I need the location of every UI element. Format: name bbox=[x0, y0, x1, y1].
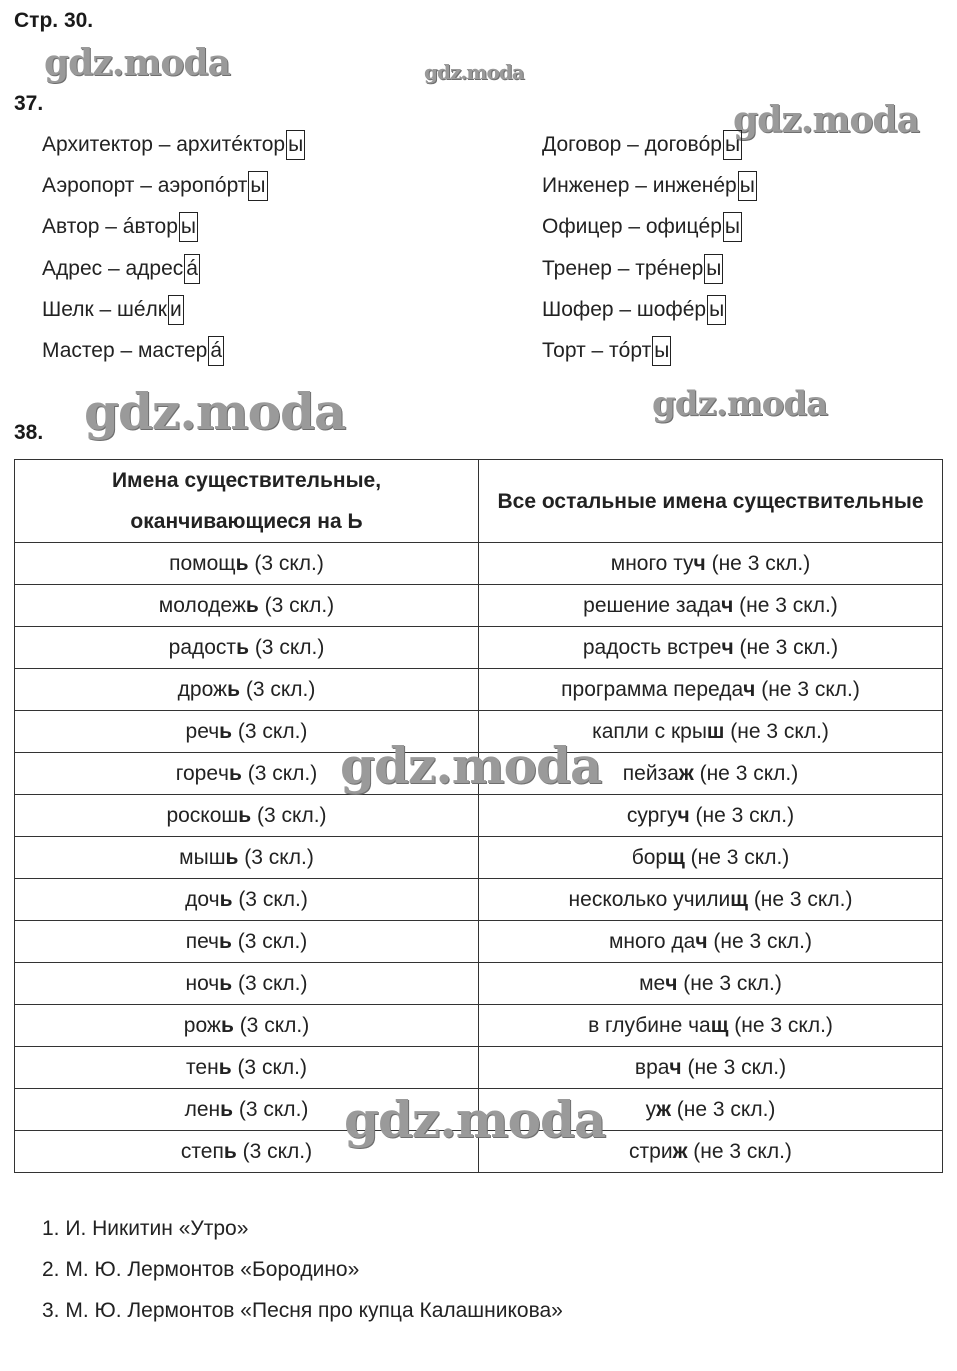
declension-note: (3 скл.) bbox=[236, 1139, 313, 1163]
table-row bbox=[15, 1047, 943, 1089]
noun-ending: щ bbox=[710, 1013, 729, 1037]
noun-stem: помощ bbox=[169, 551, 236, 575]
ending-box: á bbox=[208, 336, 224, 366]
noun-ending: ь bbox=[223, 1139, 237, 1163]
noun-stem: радост bbox=[168, 635, 237, 659]
ending-box: и bbox=[168, 295, 184, 325]
note-1: 1. И. Никитин «Утро» bbox=[42, 1217, 249, 1240]
noun-stem: стри bbox=[629, 1139, 673, 1163]
table-row bbox=[15, 921, 943, 963]
word-pair-text: Автор – áвтор bbox=[42, 215, 178, 238]
declension-note: (3 скл.) bbox=[232, 887, 308, 911]
watermark: gdz.moda bbox=[424, 60, 524, 84]
cell-other-noun bbox=[479, 669, 943, 711]
noun-ending: ь bbox=[220, 1013, 234, 1037]
declension-note: (3 скл.) bbox=[232, 971, 308, 995]
noun-stem: сургу bbox=[626, 803, 678, 827]
table-row bbox=[15, 795, 943, 837]
word-pair-text: Договор – договóр bbox=[542, 133, 722, 156]
table-row bbox=[15, 585, 943, 627]
noun-table bbox=[14, 459, 943, 1173]
noun-ending: ь bbox=[219, 719, 233, 743]
word-pair-text: Шофер – шофéр bbox=[542, 298, 707, 321]
column-header-soft-sign: Имена существительные, оканчивающиеся на Ь bbox=[15, 460, 479, 543]
noun-ending: ь bbox=[245, 593, 259, 617]
word-pair bbox=[542, 171, 757, 201]
noun-ending: ь bbox=[236, 635, 249, 659]
cell-soft-sign-noun bbox=[15, 837, 479, 879]
noun-stem: пейза bbox=[622, 761, 679, 785]
noun-stem: тен bbox=[186, 1055, 219, 1079]
table-row bbox=[15, 543, 943, 585]
declension-note: (3 скл.) bbox=[241, 761, 318, 785]
declension-note: (не 3 скл.) bbox=[677, 971, 782, 995]
ending-box: ы bbox=[723, 130, 742, 160]
declension-note: (3 скл.) bbox=[233, 1013, 310, 1037]
noun-stem: много да bbox=[608, 929, 696, 953]
word-pair bbox=[42, 212, 198, 242]
table-row bbox=[15, 963, 943, 1005]
declension-note: (не 3 скл.) bbox=[687, 1139, 792, 1163]
noun-stem: у bbox=[645, 1097, 657, 1121]
noun-stem: ме bbox=[639, 971, 666, 995]
ending-box: ы bbox=[707, 295, 726, 325]
noun-stem: несколько учили bbox=[568, 887, 731, 911]
noun-stem: капли с кры bbox=[592, 719, 707, 743]
word-pair-text: Аэропорт – аэропóрт bbox=[42, 174, 248, 197]
cell-soft-sign-noun bbox=[15, 1047, 479, 1089]
noun-ending: ч bbox=[677, 803, 690, 827]
noun-stem: лен bbox=[184, 1097, 221, 1121]
watermark: gdz.moda bbox=[44, 42, 230, 84]
declension-note: (не 3 скл.) bbox=[681, 1055, 787, 1079]
ending-box: ы bbox=[652, 336, 671, 366]
noun-stem: горeч bbox=[175, 761, 229, 785]
ending-box: á bbox=[184, 254, 200, 284]
declension-note: (не 3 скл.) bbox=[705, 551, 811, 575]
noun-stem: печ bbox=[185, 929, 219, 953]
note-2: 2. М. Ю. Лермонтов «Бородино» bbox=[42, 1258, 360, 1281]
noun-ending: ь bbox=[220, 1097, 234, 1121]
watermark: gdz.moda bbox=[84, 382, 346, 441]
cell-soft-sign-noun bbox=[15, 795, 479, 837]
noun-stem: реч bbox=[185, 719, 220, 743]
noun-ending: ь bbox=[225, 845, 239, 869]
noun-ending: ч bbox=[721, 593, 734, 617]
watermark: gdz.moda bbox=[344, 1090, 606, 1149]
cell-other-noun bbox=[479, 879, 943, 921]
table-row bbox=[15, 1005, 943, 1047]
ending-box: ы bbox=[704, 254, 723, 284]
word-pair-text: Мастер – мастер bbox=[42, 339, 208, 362]
noun-ending: ч bbox=[665, 971, 678, 995]
declension-note: (3 скл.) bbox=[233, 1097, 309, 1121]
table-row bbox=[15, 879, 943, 921]
noun-stem: дрож bbox=[177, 677, 228, 701]
declension-note: (3 скл.) bbox=[258, 593, 335, 617]
noun-stem: ноч bbox=[185, 971, 220, 995]
noun-ending: ж bbox=[678, 761, 694, 785]
noun-ending: щ bbox=[730, 887, 748, 911]
declension-note: (не 3 скл.) bbox=[733, 635, 839, 659]
cell-other-noun bbox=[479, 963, 943, 1005]
noun-ending: ь bbox=[235, 551, 249, 575]
declension-note: (не 3 скл.) bbox=[693, 761, 799, 785]
noun-stem: доч bbox=[185, 887, 220, 911]
noun-ending: ь bbox=[219, 929, 232, 953]
table-row bbox=[15, 669, 943, 711]
ending-box: ы bbox=[179, 212, 198, 242]
cell-other-noun bbox=[479, 1047, 943, 1089]
word-pair bbox=[542, 295, 726, 325]
word-pair-text: Адрес – адрес bbox=[42, 257, 184, 280]
declension-note: (3 скл.) bbox=[248, 635, 325, 659]
cell-soft-sign-noun bbox=[15, 921, 479, 963]
ending-box: ы bbox=[286, 130, 305, 160]
declension-note: (3 скл.) bbox=[232, 719, 308, 743]
table-header-row bbox=[15, 460, 943, 543]
noun-ending: щ bbox=[667, 845, 685, 869]
page-label: Стр. 30. bbox=[14, 9, 94, 32]
word-pair bbox=[42, 295, 184, 325]
noun-stem: бор bbox=[631, 845, 668, 869]
noun-stem: степ bbox=[180, 1139, 224, 1163]
ending-box: ы bbox=[248, 171, 267, 201]
word-pair bbox=[42, 130, 305, 160]
noun-ending: ч bbox=[743, 677, 756, 701]
cell-soft-sign-noun bbox=[15, 585, 479, 627]
column-header-other: Все остальные имена существительные bbox=[479, 460, 943, 543]
word-pair-text: Тренер – трéнер bbox=[542, 257, 704, 280]
table-row bbox=[15, 837, 943, 879]
noun-ending: ь bbox=[219, 971, 233, 995]
noun-stem: мыш bbox=[179, 845, 226, 869]
cell-other-noun bbox=[479, 627, 943, 669]
cell-soft-sign-noun bbox=[15, 1005, 479, 1047]
word-pair bbox=[542, 130, 742, 160]
ending-box: ы bbox=[738, 171, 757, 201]
exercise-38-number: 38. bbox=[14, 421, 44, 444]
declension-note: (3 скл.) bbox=[231, 1055, 307, 1079]
noun-stem: молодеж bbox=[158, 593, 246, 617]
noun-stem: решение зада bbox=[583, 593, 722, 617]
declension-note: (не 3 скл.) bbox=[733, 593, 838, 617]
word-pair-text: Инженер – инженéр bbox=[542, 174, 737, 197]
noun-ending: ь bbox=[227, 677, 240, 701]
word-pair-text: Архитектор – архитéктор bbox=[42, 133, 286, 156]
noun-ending: ч bbox=[695, 929, 708, 953]
word-pair-text: Торт – тóрт bbox=[542, 339, 652, 362]
noun-stem: много ту bbox=[610, 551, 694, 575]
cell-other-noun bbox=[479, 795, 943, 837]
noun-stem: вра bbox=[634, 1055, 670, 1079]
watermark: gdz.moda bbox=[340, 736, 602, 795]
table-row bbox=[15, 627, 943, 669]
note-3: 3. М. Ю. Лермонтов «Песня про купца Калашникова» bbox=[42, 1299, 563, 1322]
word-pair bbox=[42, 171, 268, 201]
declension-note: (3 скл.) bbox=[251, 803, 327, 827]
noun-ending: ш bbox=[706, 719, 725, 743]
word-pair bbox=[42, 336, 224, 366]
noun-ending: ж bbox=[672, 1139, 688, 1163]
noun-ending: ь bbox=[228, 761, 242, 785]
cell-other-noun bbox=[479, 837, 943, 879]
noun-ending: ч bbox=[693, 551, 706, 575]
declension-note: (не 3 скл.) bbox=[707, 929, 813, 953]
exercise-37-number: 37. bbox=[14, 92, 44, 115]
noun-ending: ь bbox=[238, 803, 252, 827]
declension-note: (3 скл.) bbox=[238, 845, 314, 869]
declension-note: (не 3 скл.) bbox=[724, 719, 829, 743]
watermark: gdz.moda bbox=[652, 384, 828, 424]
declension-note: (не 3 скл.) bbox=[755, 677, 860, 701]
declension-note: (не 3 скл.) bbox=[747, 887, 853, 911]
noun-ending: ч bbox=[721, 635, 734, 659]
cell-other-noun bbox=[479, 921, 943, 963]
noun-stem: в глубине ча bbox=[588, 1013, 711, 1037]
noun-stem: роскош bbox=[166, 803, 239, 827]
cell-other-noun bbox=[479, 585, 943, 627]
declension-note: (3 скл.) bbox=[248, 551, 324, 575]
word-pair bbox=[542, 212, 742, 242]
noun-ending: ь bbox=[219, 887, 233, 911]
noun-stem: программа переда bbox=[561, 677, 744, 701]
word-pair bbox=[542, 254, 723, 284]
watermark: gdz.moda bbox=[733, 99, 919, 141]
noun-ending: ж bbox=[656, 1097, 671, 1121]
cell-other-noun bbox=[479, 543, 943, 585]
ending-box: ы bbox=[723, 212, 742, 242]
noun-ending: ч bbox=[669, 1055, 682, 1079]
declension-note: (3 скл.) bbox=[231, 929, 308, 953]
cell-other-noun bbox=[479, 1005, 943, 1047]
word-pair-text: Офицер – офицéр bbox=[542, 215, 722, 238]
declension-note: (не 3 скл.) bbox=[670, 1097, 776, 1121]
noun-stem: радость встре bbox=[582, 635, 722, 659]
noun-ending: ь bbox=[218, 1055, 232, 1079]
word-pair bbox=[42, 254, 200, 284]
declension-note: (3 скл.) bbox=[240, 677, 316, 701]
cell-soft-sign-noun bbox=[15, 669, 479, 711]
cell-soft-sign-noun bbox=[15, 543, 479, 585]
declension-note: (не 3 скл.) bbox=[684, 845, 790, 869]
declension-note: (не 3 скл.) bbox=[728, 1013, 833, 1037]
word-pair bbox=[542, 336, 671, 366]
declension-note: (не 3 скл.) bbox=[689, 803, 795, 827]
noun-stem: рож bbox=[183, 1013, 221, 1037]
cell-soft-sign-noun bbox=[15, 879, 479, 921]
cell-soft-sign-noun bbox=[15, 627, 479, 669]
word-pair-text: Шелк – шéлк bbox=[42, 298, 167, 321]
cell-soft-sign-noun bbox=[15, 963, 479, 1005]
